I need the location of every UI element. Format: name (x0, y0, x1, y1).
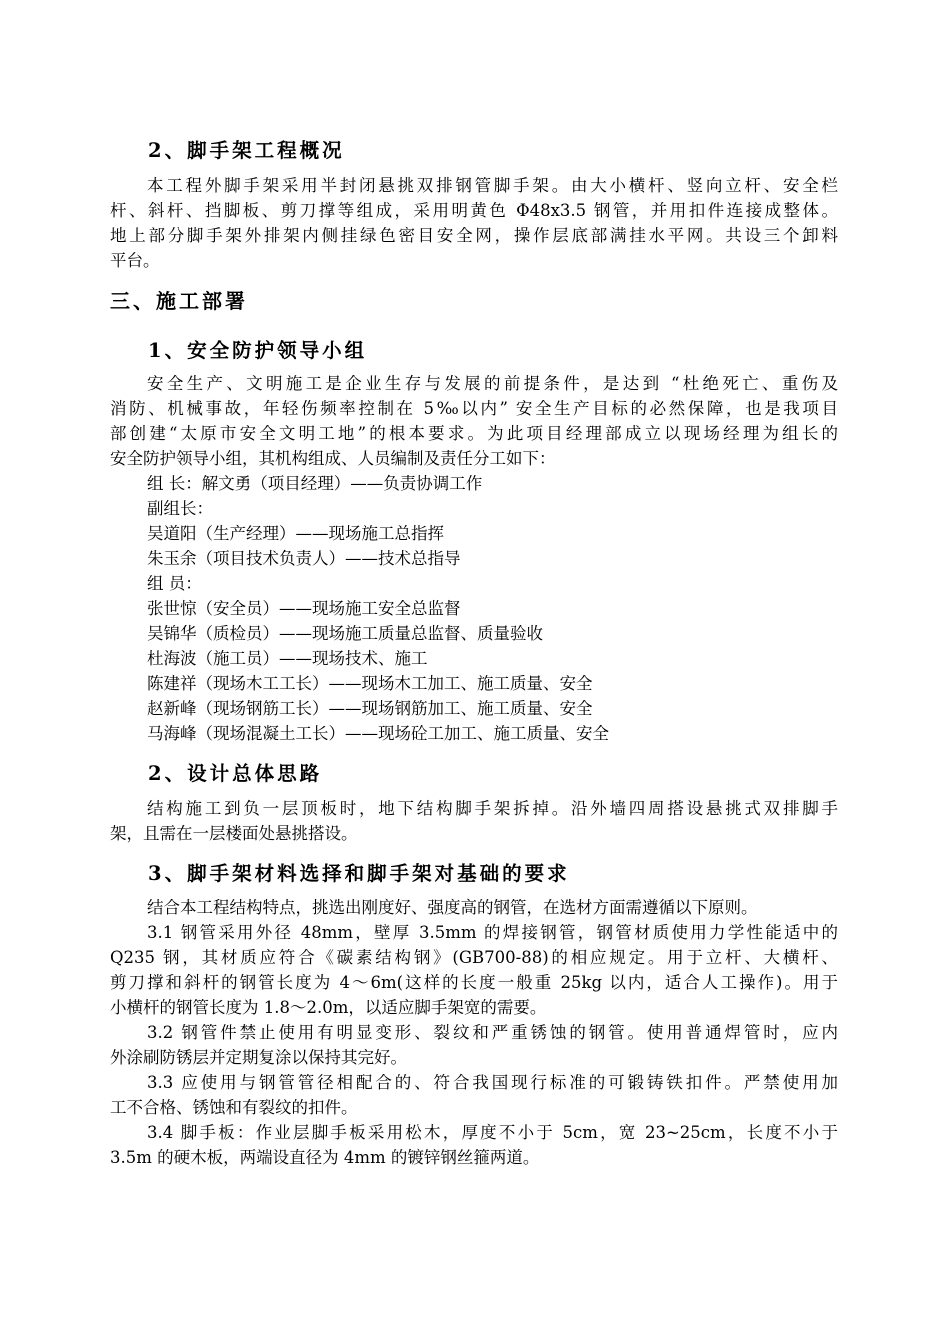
roster-row: 朱玉余（项目技术负责人）——技术总指导 (147, 549, 461, 568)
roster-row: 吴道阳（生产经理）——现场施工总指挥 (147, 524, 444, 543)
paragraph-line: 本工程外脚手架采用半封闭悬挑双排钢管脚手架。由大小横杆、竖向立杆、安全栏 (147, 176, 838, 195)
section-2-paragraph (110, 173, 838, 273)
roster-row: 副组长： (147, 499, 213, 518)
roster-row: 赵新峰（现场钢筋工长）——现场钢筋加工、施工质量、安全 (147, 699, 593, 718)
paragraph-line: Q235 钢，其材质应符合《碳素结构钢》(GB700-88)的相应规定。用于立杆、大横杆、 (110, 948, 838, 967)
roster-row: 杜海波（施工员）——现场技术、施工 (147, 649, 428, 668)
paragraph-line: 3.4 脚手板：作业层脚手板采用松木，厚度不小于 5cm，宽 23~25cm，长度不小于 (147, 1123, 838, 1142)
paragraph-line: 剪刀撑和斜杆的钢管长度为 4～6m(这样的长度一般重 25kg 以内，适合人工操作)。用于 (110, 973, 838, 992)
roster-row: 吴锦华（质检员）——现场施工质量总监督、质量验收 (147, 624, 543, 643)
paragraph-line: 结构施工到负一层顶板时，地下结构脚手架拆掉。沿外墙四周搭设悬挑式双排脚手 (147, 799, 838, 818)
section-2-title: 2、脚手架工程概况 (148, 139, 345, 162)
paragraph-line: 地上部分脚手架外排架内侧挂绿色密目安全网，操作层底部满挂水平网。共设三个卸料 (110, 226, 838, 245)
paragraph-line: 3.2 钢管件禁止使用有明显变形、裂纹和严重锈蚀的钢管。使用普通焊管时，应内 (147, 1023, 838, 1042)
paragraph-line: 3.3 应使用与钢管管径相配合的、符合我国现行标准的可锻铸铁扣件。严禁使用加 (147, 1073, 838, 1092)
paragraph-line: 消防、机械事故，年轻伤频率控制在 5‰以内” 安全生产目标的必然保障，也是我项目 (110, 399, 838, 418)
roster-row: 张世惊（安全员）——现场施工安全总监督 (147, 599, 461, 618)
subsection-3-intro (110, 895, 838, 920)
item-3-4-paragraph (110, 1120, 838, 1170)
paragraph-line: 安全生产、文明施工是企业生存与发展的前提条件，是达到 “杜绝死亡、重伤及 (147, 374, 838, 393)
paragraph-line: 架，且需在一层楼面处悬挑搭设。 (110, 824, 358, 843)
paragraph-line: 杆、斜杆、挡脚板、剪刀撑等组成，采用明黄色 Φ48x3.5 钢管，并用扣件连接成整体。 (110, 201, 838, 220)
paragraph-line: 3.1 钢管采用外径 48mm，壁厚 3.5mm 的焊接钢管，钢管材质使用力学性能适中的 (147, 923, 838, 942)
leadership-roster (147, 471, 609, 746)
item-3-1-paragraph (110, 920, 838, 1020)
paragraph-line: 平台。 (110, 251, 160, 270)
paragraph-line: 小横杆的钢管长度为 1.8～2.0m，以适应脚手架宽的需要。 (110, 998, 547, 1017)
paragraph-line: 外涂刷防锈层并定期复涂以保持其完好。 (110, 1048, 407, 1067)
subsection-2-title: 2、设计总体思路 (148, 762, 323, 785)
item-3-2-paragraph (110, 1020, 838, 1070)
roster-row: 马海峰（现场混凝土工长）——现场砼工加工、施工质量、安全 (147, 724, 609, 743)
roster-row: 陈建祥（现场木工工长）——现场木工加工、施工质量、安全 (147, 674, 593, 693)
subsection-3-title: 3、脚手架材料选择和脚手架对基础的要求 (148, 862, 570, 885)
paragraph-line: 结合本工程结构特点，挑选出刚度好、强度高的钢管，在选材方面需遵循以下原则。 (147, 898, 758, 917)
part-3-title: 三、施工部署 (110, 289, 248, 313)
subsection-2-paragraph (110, 796, 838, 846)
roster-row: 组 员： (147, 574, 202, 593)
item-3-3-paragraph (110, 1070, 838, 1120)
paragraph-line: 工不合格、锈蚀和有裂纹的扣件。 (110, 1098, 358, 1117)
roster-row: 组 长：解文勇（项目经理）——负责协调工作 (147, 474, 483, 493)
paragraph-line: 部创建“太原市安全文明工地”的根本要求。为此项目经理部成立以现场经理为组长的 (110, 424, 838, 443)
subsection-1-title: 1、安全防护领导小组 (148, 339, 368, 362)
paragraph-line: 3.5m 的硬木板，两端设直径为 4mm 的镀锌钢丝箍两道。 (110, 1148, 540, 1167)
subsection-1-paragraph (110, 371, 838, 471)
paragraph-line: 安全防护领导小组，其机构组成、人员编制及责任分工如下： (110, 449, 556, 468)
